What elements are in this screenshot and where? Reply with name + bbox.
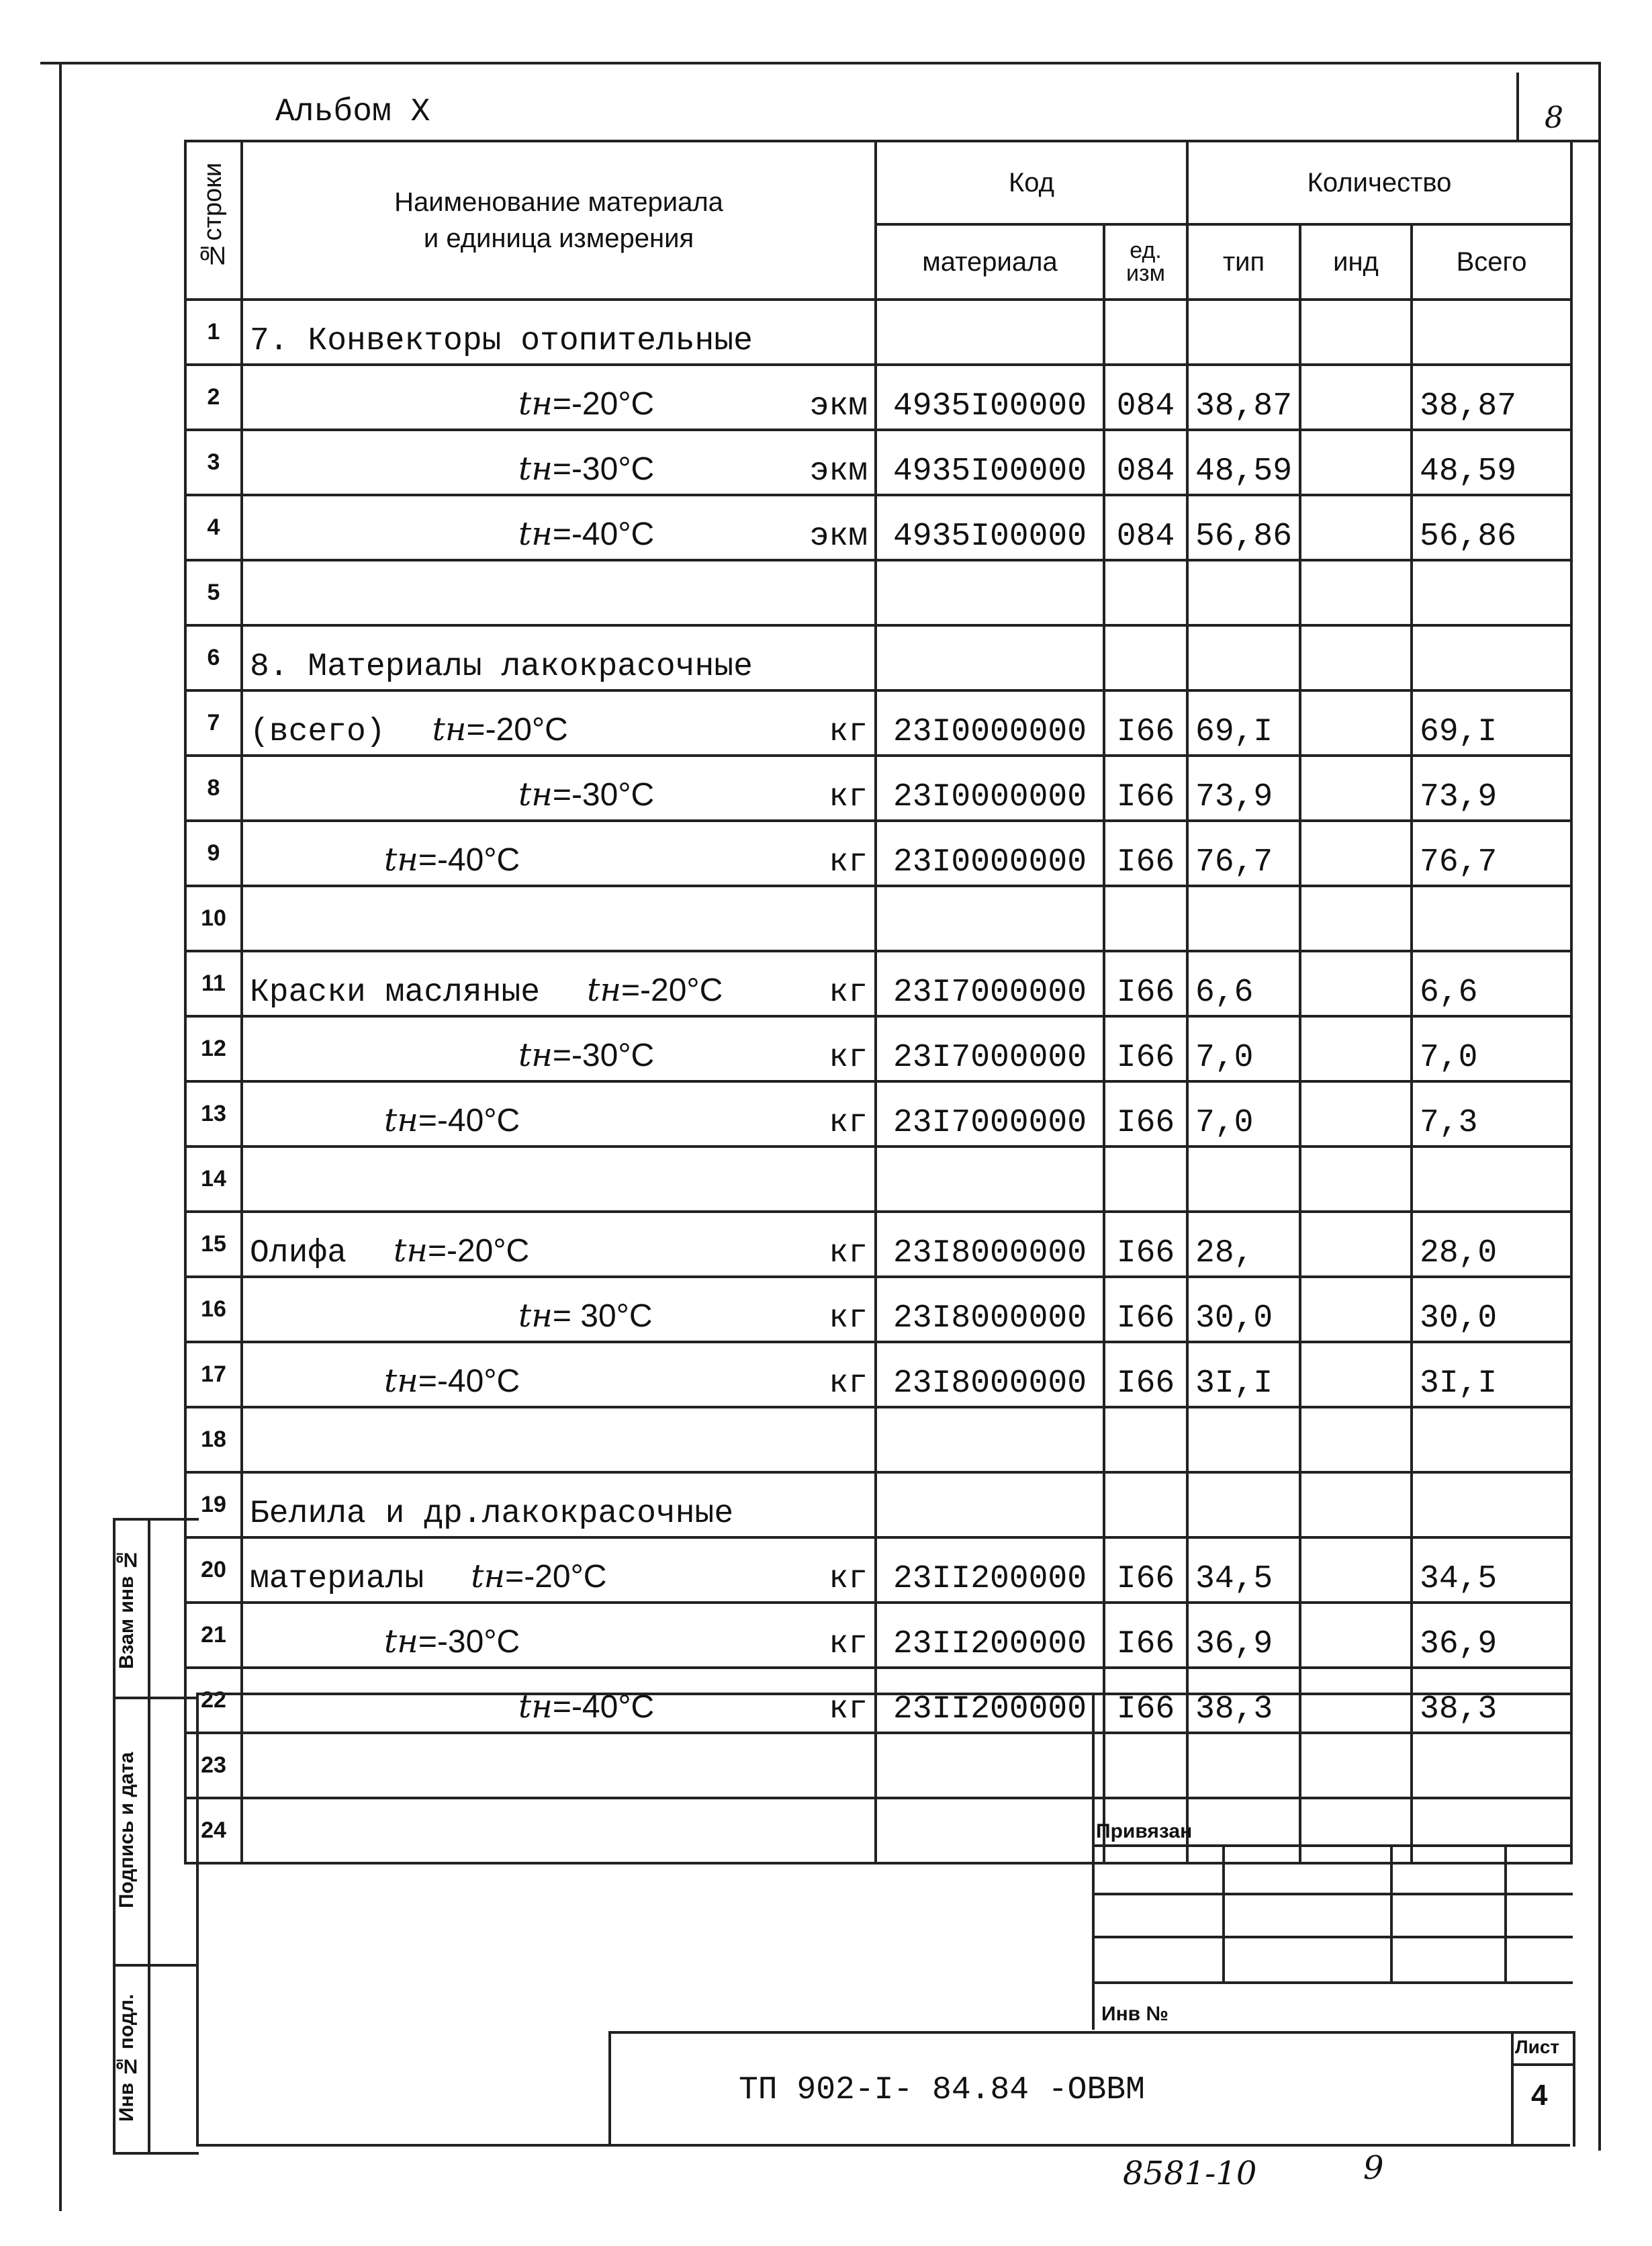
row-number: 22 xyxy=(185,1668,242,1733)
table-row xyxy=(185,365,1571,430)
temperature-symbol: tн xyxy=(518,515,553,553)
table-row xyxy=(185,821,1571,886)
row-number: 3 xyxy=(185,430,242,495)
materials-table xyxy=(184,140,1573,1865)
temperature-value: =-20°C xyxy=(621,973,723,1008)
temperature-symbol: tн xyxy=(518,1688,553,1725)
temperature-value: =-20°C xyxy=(505,1559,607,1594)
unit-label: кг xyxy=(829,779,868,815)
qty-total xyxy=(1412,300,1571,365)
temperature-symbol: tн xyxy=(518,1297,553,1335)
qty-total: 34,5 xyxy=(1412,1537,1571,1603)
qty-total: 7,0 xyxy=(1412,1016,1571,1081)
unit-label: кг xyxy=(829,1691,868,1727)
material-name-cell xyxy=(242,430,876,495)
material-code xyxy=(876,1798,1104,1863)
qty-typ: 73,9 xyxy=(1187,756,1300,821)
qty-ind xyxy=(1300,951,1412,1016)
unit-label: кг xyxy=(829,1105,868,1141)
temperature-symbol: tн xyxy=(384,1362,418,1400)
qty-typ: 38,3 xyxy=(1187,1668,1300,1733)
qty-ind xyxy=(1300,625,1412,690)
temperature-value: =-20°C xyxy=(552,386,655,422)
row-number: 6 xyxy=(185,625,242,690)
qty-typ xyxy=(1187,1147,1300,1212)
unit-code: I66 xyxy=(1104,821,1187,886)
qty-typ xyxy=(1187,560,1300,625)
unit-label: кг xyxy=(829,1626,868,1662)
table-row xyxy=(185,951,1571,1016)
material-name-cell xyxy=(242,821,876,886)
unit-code xyxy=(1104,1147,1187,1212)
material-code: 23II200000 xyxy=(876,1668,1104,1733)
qty-ind xyxy=(1300,1212,1412,1277)
header-name: Наименование материала и единица измерения xyxy=(242,141,876,300)
row-number: 11 xyxy=(185,951,242,1016)
material-name-cell xyxy=(242,1081,876,1147)
material-code: 23I7000000 xyxy=(876,1016,1104,1081)
row-number: 16 xyxy=(185,1277,242,1342)
material-code: 4935I00000 xyxy=(876,430,1104,495)
material-code: 23I7000000 xyxy=(876,1081,1104,1147)
list-label: Лист xyxy=(1515,2036,1560,2057)
qty-total: 38,3 xyxy=(1412,1668,1571,1733)
qty-total: 38,87 xyxy=(1412,365,1571,430)
stamp-signature-date: Подпись и дата xyxy=(116,1752,138,1909)
qty-typ: 6,6 xyxy=(1187,951,1300,1016)
material-name-cell xyxy=(242,1472,876,1537)
sheet-mark: 8 xyxy=(1545,101,1563,135)
qty-typ: 48,59 xyxy=(1187,430,1300,495)
unit-code: 084 xyxy=(1104,495,1187,560)
material-name-cell xyxy=(242,1407,876,1472)
qty-typ: 30,0 xyxy=(1187,1277,1300,1342)
qty-total: 73,9 xyxy=(1412,756,1571,821)
qty-ind xyxy=(1300,821,1412,886)
temperature-value: =-40°C xyxy=(418,1363,520,1399)
header-total: Всего xyxy=(1412,224,1571,300)
material-code: 23I8000000 xyxy=(876,1342,1104,1407)
material-name-cell xyxy=(242,690,876,756)
temperature-value: =-30°C xyxy=(552,1038,655,1073)
unit-code: I66 xyxy=(1104,1537,1187,1603)
qty-ind xyxy=(1300,495,1412,560)
qty-total xyxy=(1412,625,1571,690)
unit-label: кг xyxy=(829,844,868,881)
qty-total: 28,0 xyxy=(1412,1212,1571,1277)
qty-ind xyxy=(1300,1472,1412,1537)
temperature-symbol: tн xyxy=(384,1102,418,1139)
qty-total: 48,59 xyxy=(1412,430,1571,495)
unit-code: I66 xyxy=(1104,951,1187,1016)
qty-total xyxy=(1412,1407,1571,1472)
unit-code xyxy=(1104,1472,1187,1537)
qty-typ xyxy=(1187,625,1300,690)
material-code xyxy=(876,560,1104,625)
material-name-cell xyxy=(242,1668,876,1733)
row-number: 5 xyxy=(185,560,242,625)
material-code: 23II200000 xyxy=(876,1537,1104,1603)
material-code: 4935I00000 xyxy=(876,365,1104,430)
header-material: материала xyxy=(876,224,1104,300)
header-ind: инд xyxy=(1300,224,1412,300)
unit-code: 084 xyxy=(1104,365,1187,430)
left-margin-stamp xyxy=(113,1518,199,2155)
unit-label: кг xyxy=(829,1300,868,1337)
material-name-cell xyxy=(242,300,876,365)
stamp-vzam-inv: Взам инв № xyxy=(116,1548,138,1669)
row-number: 13 xyxy=(185,1081,242,1147)
row-number: 7 xyxy=(185,690,242,756)
unit-code xyxy=(1104,886,1187,951)
unit-code xyxy=(1104,625,1187,690)
album-title: Альбом X xyxy=(275,94,430,130)
material-name-cell xyxy=(242,1798,876,1863)
table-row xyxy=(185,1147,1571,1212)
temperature-value: =-40°C xyxy=(552,1689,655,1725)
qty-total: 76,7 xyxy=(1412,821,1571,886)
row-number: 1 xyxy=(185,300,242,365)
unit-code xyxy=(1104,560,1187,625)
unit-code: I66 xyxy=(1104,1081,1187,1147)
header-typ: тип xyxy=(1187,224,1300,300)
header-unit: ед. изм xyxy=(1104,224,1187,300)
qty-total: 7,3 xyxy=(1412,1081,1571,1147)
table-row xyxy=(185,1081,1571,1147)
material-code xyxy=(876,1733,1104,1798)
list-number: 4 xyxy=(1531,2079,1548,2112)
qty-ind xyxy=(1300,300,1412,365)
row-number: 4 xyxy=(185,495,242,560)
qty-total: 6,6 xyxy=(1412,951,1571,1016)
row-number: 21 xyxy=(185,1603,242,1668)
qty-ind xyxy=(1300,1342,1412,1407)
qty-typ xyxy=(1187,300,1300,365)
temperature-symbol: tн xyxy=(518,385,553,422)
material-code xyxy=(876,300,1104,365)
qty-ind xyxy=(1300,1537,1412,1603)
unit-label: кг xyxy=(829,975,868,1011)
material-name-cell xyxy=(242,495,876,560)
material-name: 7. Конвекторы отопительные xyxy=(250,323,753,359)
row-number: 19 xyxy=(185,1472,242,1537)
qty-ind xyxy=(1300,1016,1412,1081)
unit-label: кг xyxy=(829,1040,868,1076)
material-name-cell xyxy=(242,1147,876,1212)
unit-code: I66 xyxy=(1104,1603,1187,1668)
table-row xyxy=(185,886,1571,951)
qty-typ xyxy=(1187,1407,1300,1472)
qty-typ: 7,0 xyxy=(1187,1081,1300,1147)
block-left-rule xyxy=(196,1693,199,2144)
material-code xyxy=(876,625,1104,690)
privyazan-label: Привязан xyxy=(1096,1820,1193,1842)
material-name-cell xyxy=(242,625,876,690)
material-code: 23I0000000 xyxy=(876,756,1104,821)
material-name-cell xyxy=(242,886,876,951)
temperature-symbol: tн xyxy=(471,1558,506,1595)
material-name-cell xyxy=(242,1212,876,1277)
material-name-cell xyxy=(242,1733,876,1798)
frame-right-border xyxy=(1598,62,1601,2151)
row-number: 14 xyxy=(185,1147,242,1212)
inv-no-label: Инв № xyxy=(1101,2003,1168,2025)
row-number: 12 xyxy=(185,1016,242,1081)
material-name-cell xyxy=(242,560,876,625)
frame-left-border xyxy=(59,62,62,2211)
material-name-cell xyxy=(242,365,876,430)
material-name-cell xyxy=(242,756,876,821)
unit-label: кг xyxy=(829,1365,868,1402)
material-code: 4935I00000 xyxy=(876,495,1104,560)
qty-typ xyxy=(1187,886,1300,951)
material-name: (всего) xyxy=(250,714,385,750)
material-code: 23I8000000 xyxy=(876,1212,1104,1277)
table-row xyxy=(185,1407,1571,1472)
qty-typ: 7,0 xyxy=(1187,1016,1300,1081)
row-number: 8 xyxy=(185,756,242,821)
unit-label: кг xyxy=(829,714,868,750)
unit-code: I66 xyxy=(1104,1212,1187,1277)
unit-code: I66 xyxy=(1104,1277,1187,1342)
temperature-symbol: tн xyxy=(432,711,467,748)
material-name: Краски масляные xyxy=(250,975,541,1011)
material-name-cell xyxy=(242,1277,876,1342)
row-number: 10 xyxy=(185,886,242,951)
table-body xyxy=(185,300,1571,1863)
qty-total xyxy=(1412,1472,1571,1537)
temperature-symbol: tн xyxy=(587,971,621,1009)
material-name-cell xyxy=(242,1016,876,1081)
material-code: 23I0000000 xyxy=(876,821,1104,886)
temperature-symbol: tн xyxy=(518,1036,553,1074)
temperature-value: = 30°C xyxy=(552,1298,653,1334)
table-row xyxy=(185,560,1571,625)
qty-typ: 56,86 xyxy=(1187,495,1300,560)
table-row xyxy=(185,1016,1571,1081)
table-row xyxy=(185,1537,1571,1603)
unit-code xyxy=(1104,300,1187,365)
table-row xyxy=(185,1277,1571,1342)
temperature-value: =-40°C xyxy=(418,842,520,878)
temperature-value: =-40°C xyxy=(552,516,655,552)
material-name-cell xyxy=(242,1537,876,1603)
table-row xyxy=(185,430,1571,495)
material-code: 23I7000000 xyxy=(876,951,1104,1016)
temperature-value: =-20°C xyxy=(466,712,568,748)
temperature-symbol: tн xyxy=(518,776,553,813)
material-name-cell xyxy=(242,951,876,1016)
table-row xyxy=(185,495,1571,560)
row-number: 15 xyxy=(185,1212,242,1277)
unit-code: 084 xyxy=(1104,430,1187,495)
temperature-value: =-20°C xyxy=(427,1233,530,1269)
unit-label: экм xyxy=(809,519,868,555)
qty-total: 30,0 xyxy=(1412,1277,1571,1342)
material-name-cell xyxy=(242,1603,876,1668)
table-row xyxy=(185,1472,1571,1537)
unit-code: I66 xyxy=(1104,756,1187,821)
temperature-value: =-30°C xyxy=(552,451,655,487)
qty-total: 3I,I xyxy=(1412,1342,1571,1407)
temperature-symbol: tн xyxy=(394,1232,428,1269)
qty-ind xyxy=(1300,365,1412,430)
header-code: Код xyxy=(876,141,1187,224)
qty-typ: 38,87 xyxy=(1187,365,1300,430)
unit-code: I66 xyxy=(1104,1668,1187,1733)
qty-ind xyxy=(1300,690,1412,756)
row-number: 20 xyxy=(185,1537,242,1603)
row-number: 18 xyxy=(185,1407,242,1472)
qty-ind xyxy=(1300,1603,1412,1668)
qty-typ: 34,5 xyxy=(1187,1537,1300,1603)
unit-label: кг xyxy=(829,1235,868,1271)
bottom-rule xyxy=(196,2144,1570,2147)
frame-top-border xyxy=(40,62,1598,64)
table-row xyxy=(185,756,1571,821)
row-number: 23 xyxy=(185,1733,242,1798)
qty-total xyxy=(1412,886,1571,951)
material-name: Белила и др.лакокрасочные xyxy=(250,1496,734,1532)
material-name-cell xyxy=(242,1342,876,1407)
material-code xyxy=(876,1472,1104,1537)
temperature-symbol: tн xyxy=(384,841,418,879)
header-quantity: Количество xyxy=(1187,141,1571,224)
material-name: Олифа xyxy=(250,1235,347,1271)
temperature-value: =-30°C xyxy=(552,777,655,813)
privyazan-box xyxy=(1092,1693,1573,2030)
qty-ind xyxy=(1300,756,1412,821)
qty-ind xyxy=(1300,1407,1412,1472)
material-code xyxy=(876,1147,1104,1212)
qty-ind xyxy=(1300,1147,1412,1212)
qty-typ xyxy=(1187,1472,1300,1537)
material-code: 23I0000000 xyxy=(876,690,1104,756)
table-row xyxy=(185,1603,1571,1668)
unit-code: I66 xyxy=(1104,1016,1187,1081)
temperature-value: =-30°C xyxy=(418,1624,520,1660)
qty-ind xyxy=(1300,1277,1412,1342)
qty-typ: 3I,I xyxy=(1187,1342,1300,1407)
material-name: материалы xyxy=(250,1561,424,1597)
unit-label: экм xyxy=(809,388,868,424)
qty-typ: 76,7 xyxy=(1187,821,1300,886)
document-code: ТП 902-I- 84.84 -ОВВМ xyxy=(739,2072,1145,2108)
qty-total: 56,86 xyxy=(1412,495,1571,560)
qty-ind xyxy=(1300,560,1412,625)
unit-code xyxy=(1104,1407,1187,1472)
table-row xyxy=(185,690,1571,756)
qty-total: 69,I xyxy=(1412,690,1571,756)
qty-typ: 69,I xyxy=(1187,690,1300,756)
material-code: 23II200000 xyxy=(876,1603,1104,1668)
temperature-symbol: tн xyxy=(384,1623,418,1660)
row-number: 17 xyxy=(185,1342,242,1407)
unit-code: I66 xyxy=(1104,690,1187,756)
table-row xyxy=(185,1212,1571,1277)
stamp-inv-podl: Инв № подл. xyxy=(116,1993,138,2122)
temperature-symbol: tн xyxy=(518,450,553,488)
temperature-value: =-40°C xyxy=(418,1103,520,1138)
qty-typ: 28, xyxy=(1187,1212,1300,1277)
row-number: 2 xyxy=(185,365,242,430)
qty-typ: 36,9 xyxy=(1187,1603,1300,1668)
qty-total xyxy=(1412,1147,1571,1212)
row-number: 9 xyxy=(185,821,242,886)
table-row xyxy=(185,1342,1571,1407)
material-name: 8. Материалы лакокрасочные xyxy=(250,649,753,685)
table-row xyxy=(185,625,1571,690)
unit-label: экм xyxy=(809,453,868,490)
material-code xyxy=(876,886,1104,951)
qty-ind xyxy=(1300,886,1412,951)
qty-total xyxy=(1412,560,1571,625)
table-row xyxy=(185,300,1571,365)
row-number: 24 xyxy=(185,1798,242,1863)
header-row-no: №строки xyxy=(185,141,242,300)
archive-number: 8581-10 xyxy=(1123,2155,1257,2192)
unit-label: кг xyxy=(829,1561,868,1597)
qty-ind xyxy=(1300,1081,1412,1147)
archive-page: 9 xyxy=(1363,2149,1384,2187)
qty-total: 36,9 xyxy=(1412,1603,1571,1668)
qty-ind xyxy=(1300,430,1412,495)
unit-code: I66 xyxy=(1104,1342,1187,1407)
material-code: 23I8000000 xyxy=(876,1277,1104,1342)
material-code xyxy=(876,1407,1104,1472)
